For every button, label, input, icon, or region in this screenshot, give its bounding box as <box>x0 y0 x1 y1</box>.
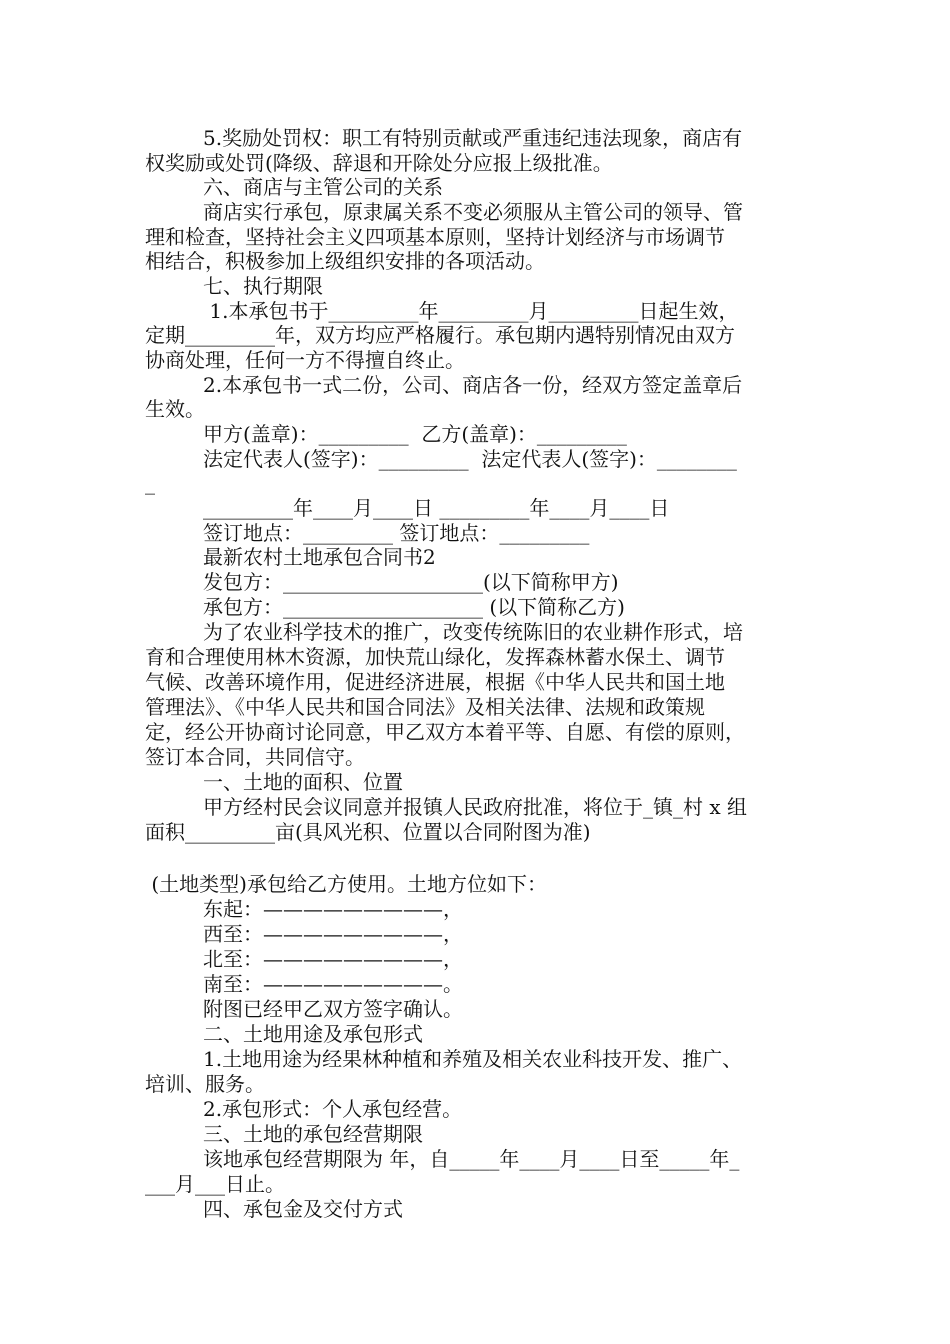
text-line: 附图已经甲乙双方签字确认。 <box>203 997 463 1021</box>
section-heading: 二、土地用途及承包形式 <box>203 1022 423 1046</box>
text-line: 管理法》、《中华人民共和国合同法》及相关法律、法规和政策规 <box>145 695 705 719</box>
text-line: ___月___日止。 <box>145 1172 285 1196</box>
text-line: 育和合理使用林木资源，加快荒山绿化，发挥森林蓄水保土、调节 <box>145 645 725 669</box>
text-line: 签订本合同，共同信守。 <box>145 745 365 769</box>
text-line: 2.承包形式：个人承包经营。 <box>203 1097 463 1121</box>
party-line: 发包方：____________________(以下简称甲方) <box>203 570 619 594</box>
section-heading: 三、土地的承包经营期限 <box>203 1122 423 1146</box>
text-line: 协商处理，任何一方不得擅自终止。 <box>145 348 465 372</box>
boundary-line: 北至：—————————， <box>203 947 463 971</box>
text-line: 1.本承包书于_________年_________月_________日起生效， <box>203 299 739 323</box>
text-line: 理和检查，坚持社会主义四项基本原则，坚持计划经济与市场调节 <box>145 225 725 249</box>
text-line: 5.奖励处罚权：职工有特别贡献或严重违纪违法现象，商店有 <box>203 126 743 150</box>
text-line: (土地类型)承包给乙方使用。土地方位如下： <box>145 872 547 896</box>
section-heading: 一、土地的面积、位置 <box>203 770 403 794</box>
text-line: 相结合，积极参加上级组织安排的各项活动。 <box>145 249 545 273</box>
text-line: 商店实行承包，原隶属关系不变必须服从主管公司的领导、管 <box>203 200 743 224</box>
party-line: 承包方：____________________ (以下简称乙方) <box>203 595 625 619</box>
text-line: 甲方经村民会议同意并报镇人民政府批准，将位于_镇_村 x 组 <box>203 795 747 819</box>
text-line: 生效。 <box>145 397 205 421</box>
text-line: 1.土地用途为经果林种植和养殖及相关农业科技开发、推广、 <box>203 1047 743 1071</box>
date-line: _________年____月____日 _________年____月____日 <box>203 496 670 520</box>
signing-place-line: 签订地点：_________ 签订地点：_________ <box>203 521 590 545</box>
text-line: 为了农业科学技术的推广，改变传统陈旧的农业耕作形式，培 <box>203 620 743 644</box>
section-heading: 七、执行期限 <box>203 274 323 298</box>
text-line: _ <box>145 471 155 495</box>
text-line: 气候、改善环境作用，促进经济进展，根据《中华人民共和国土地 <box>145 670 725 694</box>
boundary-line: 东起：—————————， <box>203 897 463 921</box>
text-line: 该地承包经营期限为 年，自_____年____月____日至_____年_ <box>203 1147 740 1171</box>
section-heading: 六、商店与主管公司的关系 <box>203 175 443 199</box>
text-line: 2.本承包书一式二份，公司、商店各一份，经双方签定盖章后 <box>203 373 743 397</box>
text-line: 定，经公开协商讨论同意，甲乙双方本着平等、自愿、有偿的原则， <box>145 720 745 744</box>
text-line: 权奖励或处罚(降级、辞退和开除处分应报上级批准。 <box>145 151 613 175</box>
signature-line: 法定代表人(签字)：_________ 法定代表人(签字)：________ <box>203 447 737 471</box>
section-heading: 四、承包金及交付方式 <box>203 1197 403 1221</box>
boundary-line: 西至：—————————， <box>203 922 463 946</box>
text-line: 培训、服务。 <box>145 1072 265 1096</box>
boundary-line: 南至：—————————。 <box>203 972 463 996</box>
text-line: 面积_________亩(具风光积、位置以合同附图为准) <box>145 820 591 844</box>
signature-line: 甲方(盖章)：_________ 乙方(盖章)：_________ <box>203 422 627 446</box>
document-title: 最新农村土地承包合同书2 <box>203 545 436 569</box>
text-line: 定期_________年，双方均应严格履行。承包期内遇特别情况由双方 <box>145 323 735 347</box>
